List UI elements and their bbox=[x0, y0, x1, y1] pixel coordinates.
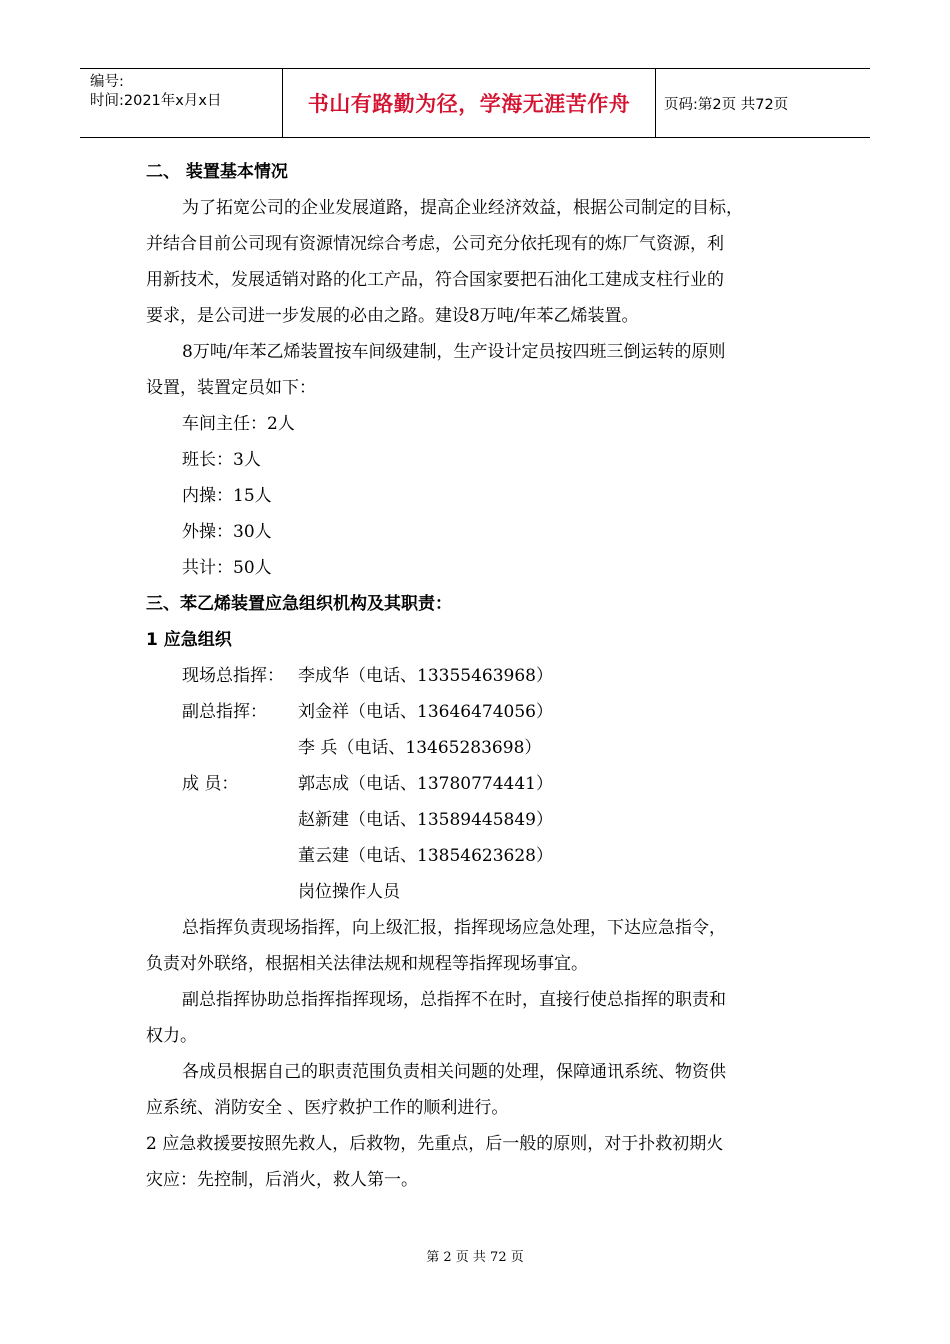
header-page-label: 页码:第2页 共72页 bbox=[664, 96, 789, 113]
page-header bbox=[80, 68, 870, 138]
deputy-entry: 刘金祥（电话、13646474056） bbox=[298, 702, 553, 722]
paragraph-line: 为了拓宽公司的企业发展道路，提高企业经济效益，根据公司制定的目标， bbox=[182, 198, 743, 218]
roster-commander-row bbox=[146, 661, 816, 697]
member-label: 成 员： bbox=[182, 774, 239, 794]
paragraph-line: 权力。 bbox=[146, 1026, 197, 1046]
member-entry: 岗位操作人员 bbox=[298, 882, 400, 902]
member-entry: 董云建（电话、13854623628） bbox=[298, 846, 553, 866]
member-entry: 郭志成（电话、13780774441） bbox=[298, 774, 553, 794]
roster-deputy-row bbox=[146, 697, 816, 733]
header-info-cell bbox=[80, 69, 282, 137]
staff-item: 车间主任：2人 bbox=[182, 414, 295, 434]
staff-item: 外操：30人 bbox=[182, 522, 272, 542]
section-3-title: 三、苯乙烯装置应急组织机构及其职责： bbox=[146, 594, 452, 614]
paragraph-line: 用新技术，发展适销对路的化工产品，符合国家要把石油化工建成支柱行业的 bbox=[146, 270, 724, 290]
doc-number-label: 编号: bbox=[90, 74, 124, 90]
paragraph-line: 各成员根据自己的职责范围负责相关问题的处理，保障通讯系统、物资供 bbox=[182, 1062, 726, 1082]
section-2-title: 二、 装置基本情况 bbox=[146, 162, 288, 182]
paragraph-line: 总指挥负责现场指挥，向上级汇报，指挥现场应急处理，下达应急指令， bbox=[182, 918, 726, 938]
document-body bbox=[146, 157, 816, 1201]
deputy-label: 副总指挥： bbox=[182, 702, 267, 722]
staff-item: 班长：3人 bbox=[182, 450, 261, 470]
roster-member-row bbox=[146, 769, 816, 805]
paragraph-line: 要求，是公司进一步发展的必由之路。建设8万吨/年苯乙烯装置。 bbox=[146, 306, 639, 326]
page-footer: 第 2 页 共 72 页 bbox=[426, 1250, 524, 1265]
doc-date-label: 时间:2021年x月x日 bbox=[90, 93, 222, 109]
commander-label: 现场总指挥： bbox=[182, 666, 284, 686]
deputy-entry: 李 兵（电话、13465283698） bbox=[298, 738, 542, 758]
header-motto: 书山有路勤为径，学海无涯苦作舟 bbox=[282, 69, 656, 137]
paragraph-line: 负责对外联络，根据相关法律法规和规程等指挥现场事宜。 bbox=[146, 954, 588, 974]
subsection-1-title: 1 应急组织 bbox=[146, 630, 232, 650]
paragraph-line: 8万吨/年苯乙烯装置按车间级建制，生产设计定员按四班三倒运转的原则 bbox=[182, 342, 726, 362]
paragraph-line: 并结合目前公司现有资源情况综合考虑，公司充分依托现有的炼厂气资源，利 bbox=[146, 234, 724, 254]
paragraph-line: 2 应急救援要按照先救人，后救物，先重点，后一般的原则，对于扑救初期火 bbox=[146, 1134, 724, 1154]
paragraph-line: 灾应：先控制，后消火，救人第一。 bbox=[146, 1170, 418, 1190]
member-entry: 赵新建（电话、13589445849） bbox=[298, 810, 553, 830]
paragraph-line: 应系统、消防安全 、医疗救护工作的顺利进行。 bbox=[146, 1098, 509, 1118]
staff-item: 共计：50人 bbox=[182, 558, 272, 578]
paragraph-line: 设置，装置定员如下： bbox=[146, 378, 316, 398]
paragraph-line: 副总指挥协助总指挥指挥现场，总指挥不在时，直接行使总指挥的职责和 bbox=[182, 990, 726, 1010]
commander-entry: 李成华（电话、13355463968） bbox=[298, 666, 553, 686]
staff-item: 内操：15人 bbox=[182, 486, 272, 506]
